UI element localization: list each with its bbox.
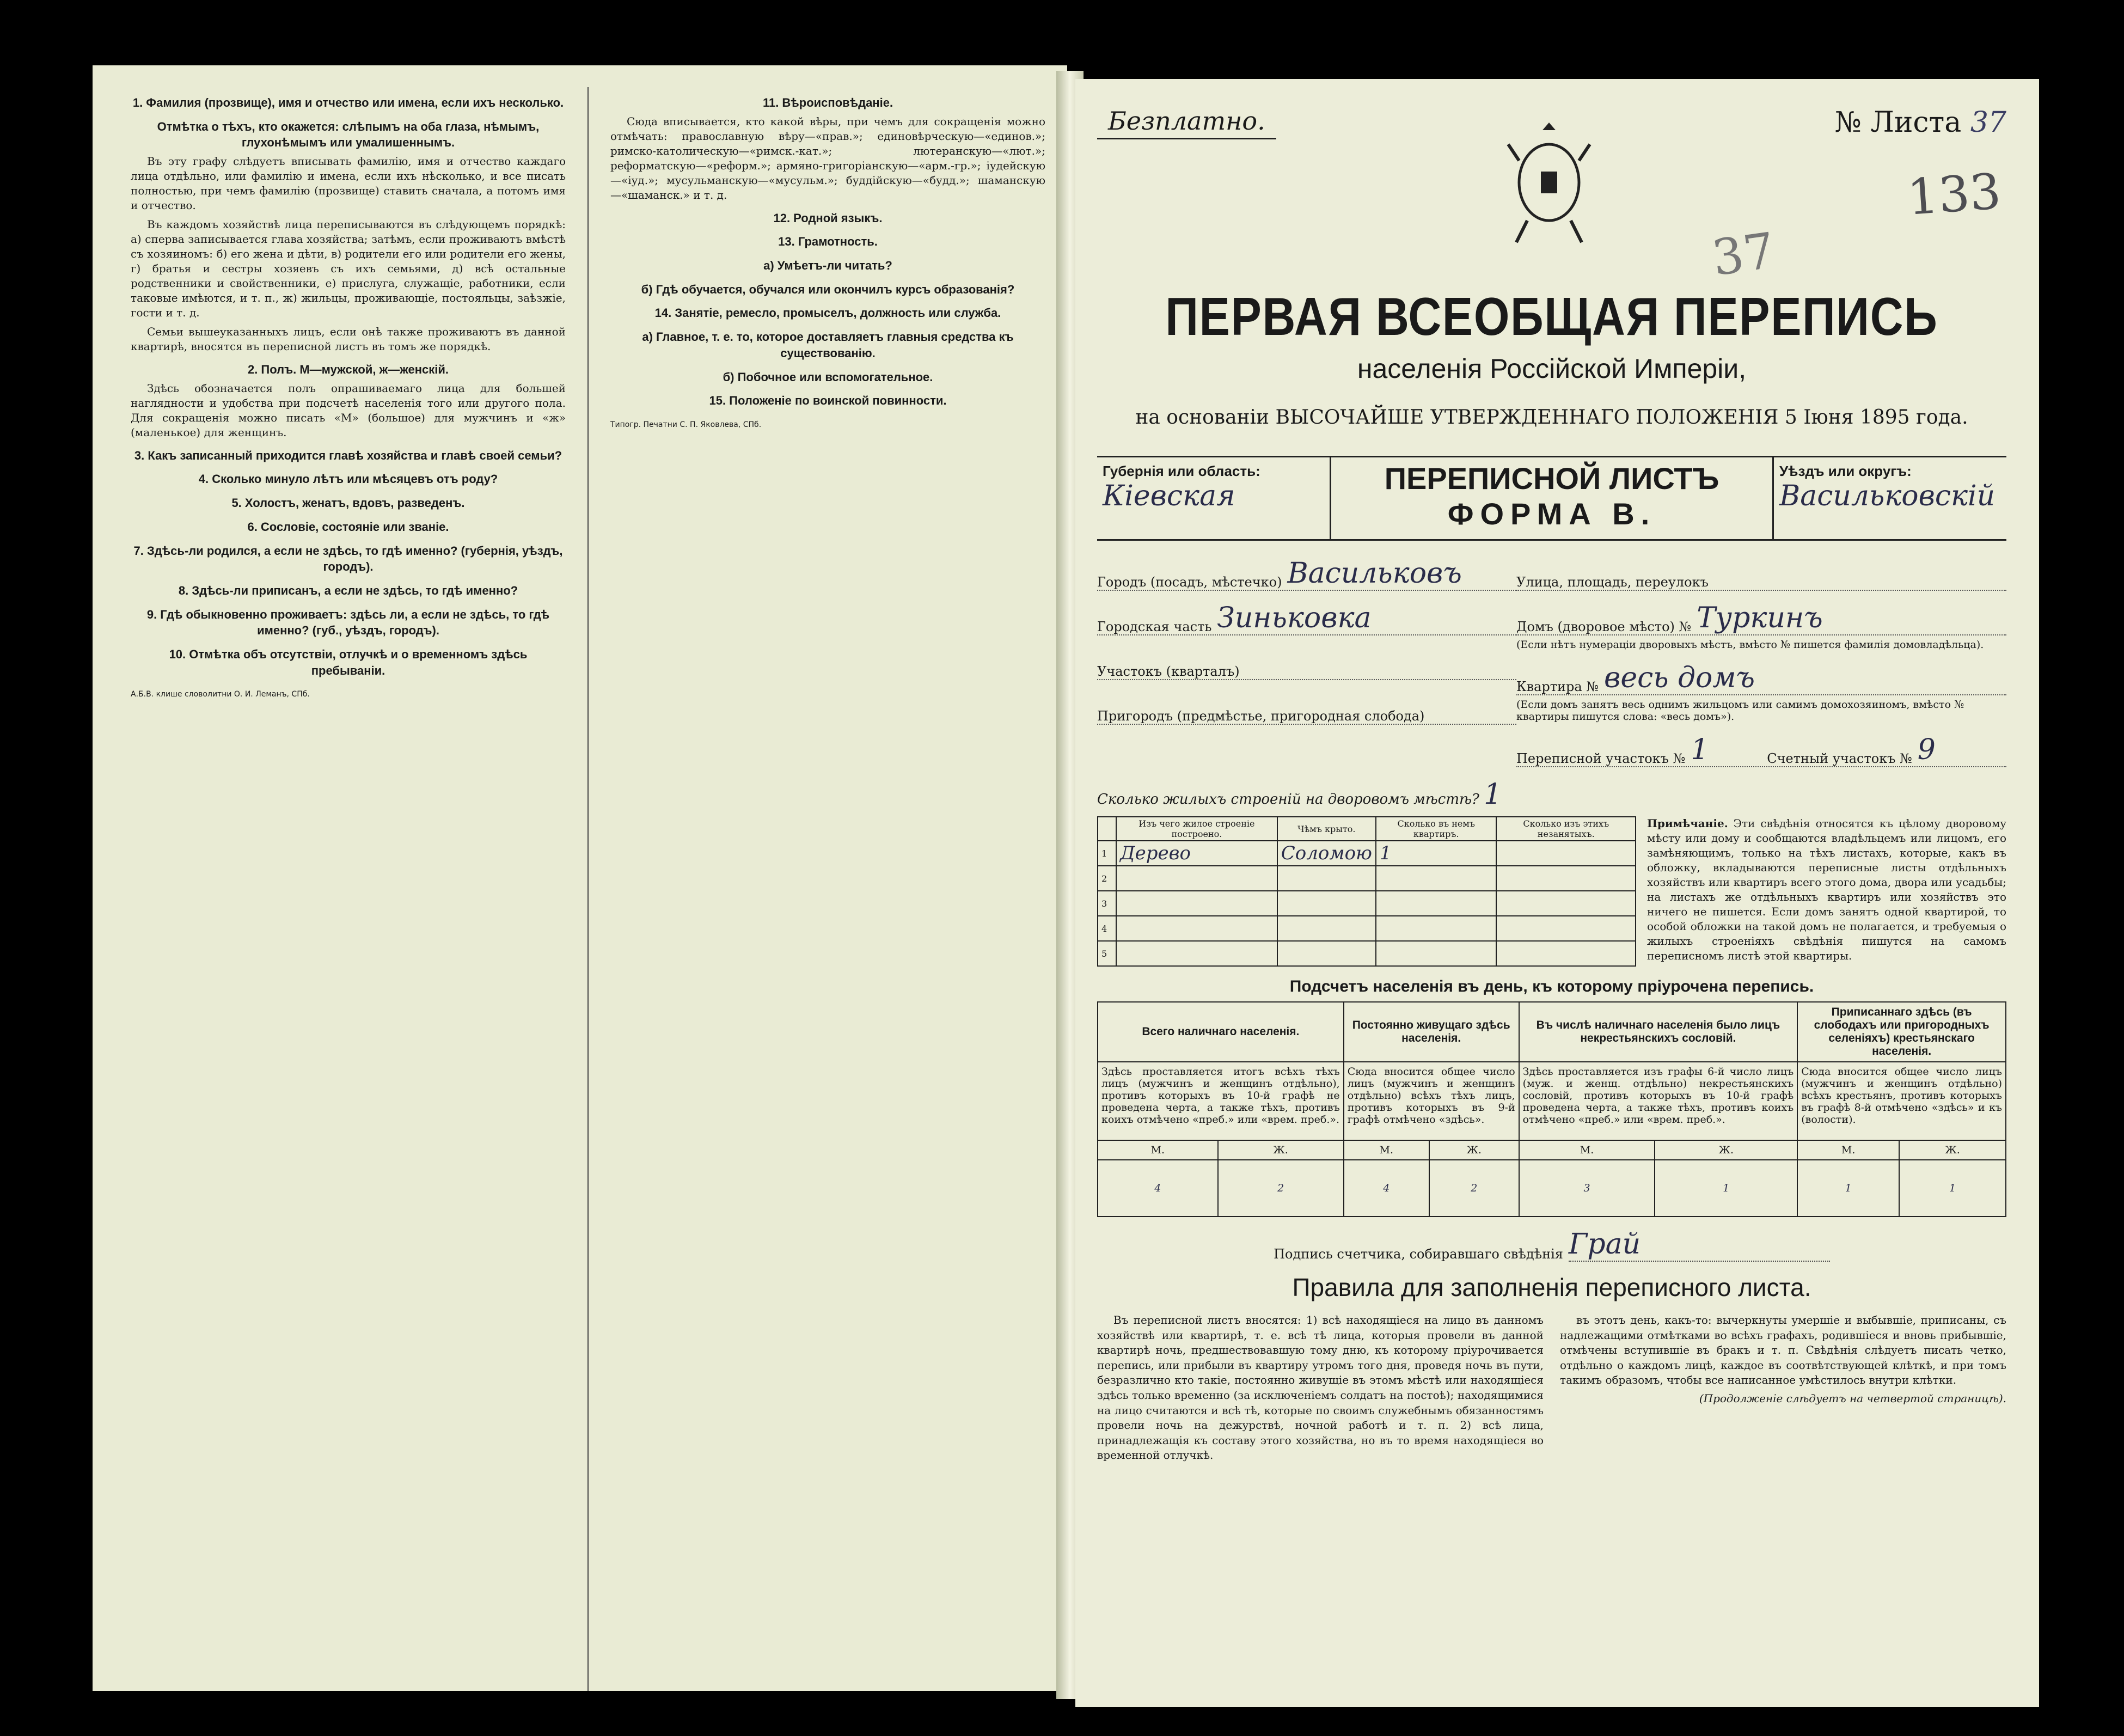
bt-header: Сколько въ немъ квартиръ. [1376,817,1496,841]
bt-cell-empty [1496,916,1636,941]
schetny-label: Счетный участокъ № [1767,751,1912,766]
population-count: 1 [1797,1160,1899,1217]
paragraph: Здѣсь обозначается полъ опрашиваемаго лица для большей наглядности и удобства при подсчетѣ населенія того или другого пола. Для сокращенія можно писать «М» (большое) для мужчинъ и «ж» (маленькое) для женщинъ. [131,381,566,439]
sex-column-label: Ж. [1429,1140,1519,1160]
right-page [1075,79,2039,1707]
bt-cell-material [1116,916,1277,941]
section-heading: 3. Какъ записанный приходится главѣ хозяйства и главѣ своей семьи? [134,448,562,462]
section-heading: б) Побочное или вспомогательное. [723,370,933,384]
section-heading: а) Главное, т. е. то, которое доставляетъ главныя средства къ существованію. [642,330,1014,360]
kvartira-label: Квартира № [1516,679,1599,694]
ulitsa-label: Улица, площадь, переулокъ [1516,574,1709,590]
section-heading: 15. Положеніе по воинской повинности. [709,394,947,408]
buildings-section [1097,816,2006,967]
table-row [1098,891,1636,916]
section-heading: 14. Занятіе, ремесло, промыселъ, должность или служба. [654,306,1001,320]
form-title: ПЕРЕПИСНОЙ ЛИСТЪ [1384,461,1719,496]
section-heading: 6. Сословіе, состояніе или званіе. [247,519,449,534]
bt-cell-roof: Соломою [1277,841,1376,866]
instructions-column-2 [610,87,1045,1691]
table-row [1098,866,1636,891]
kvartira-value: весь домъ [1604,662,1755,694]
perepisnoy-value: 1 [1691,733,1709,766]
sheet-number-label: № Листа [1834,106,1962,139]
section-heading: 9. Гдѣ обыкновенно проживаетъ: здѣсь ли, а если не здѣсь, то гдѣ именно? (губ., уѣздъ, городъ). [146,607,550,638]
page-subtitle: населенія Россійской Имперіи, [1357,353,1747,384]
population-table [1097,1001,2006,1217]
schetny-value: 9 [1917,733,1936,766]
bt-cell-n: 1 [1098,841,1116,866]
paragraph: Сюда вписывается, кто какой вѣры, при чемъ для сокращенія можно отмѣчать: православную вѣру—«прав.»; единовѣрческую—«единов.»; римско-католическую—«римск.-кат.»; лютеранскую—«лют.»; реформатскую—«реформ.»; армяно-григоріанскую—«арм.-гр.»; іудейскую—«іуд.»; мусульманскую—«мусульм.»; буддійскую—«будд.»; шаманскую—«шаманск.» и т. д. [610,114,1045,201]
paragraph: Семьи вышеуказанныхъ лицъ, если онѣ также проживаютъ въ данной квартирѣ, вносятся въ переписной листъ въ томъ же порядкѣ. [131,325,566,353]
double-headed-eagle-icon [1505,112,1593,253]
buildings-table [1097,816,1636,967]
guberniya-box [1097,457,1331,539]
bt-cell-apts: 1 [1376,841,1496,866]
pencil-mark: 37 [1709,222,1779,288]
form-type: ФОРМА В. [1447,497,1656,531]
signature-row [1097,1228,2006,1262]
bt-header: Чѣмъ крыто. [1277,817,1376,841]
bt-cell-n: 2 [1098,866,1116,891]
population-title: Подсчетъ населенія въ день, къ которому пріурочена перепись. [1289,977,1814,995]
pop-desc: Здѣсь проставляется изъ графы 6-й число лицъ (муж. и женщ. отдѣльно) некрестьянскихъ сословій, противъ которыхъ въ 10-й графѣ проведена черта, а также тѣхъ, противъ коихъ отмѣчено «преб.» или «врем. преб.». [1519,1062,1798,1140]
printer-footer: А.Б.В. клише словолитни О. И. Леманъ, СПб. [131,690,310,699]
ulitsa-field [1516,552,2006,591]
rules-paragraph: въ этотъ день, какъ-то: вычеркнуты умершіе и выбывшіе, приписаны, съ надлежащими отмѣтками во всѣхъ графахъ, родившіеся и вновь прибывшіе, отмѣчены вступившіе въ бракъ и т. п. Свѣдѣнія слѣдуетъ писать четко, отдѣльно о каждомъ лицѣ, каждое въ соотвѣтствующей клѣткѣ, и при томъ такимъ образомъ, чтобы все написанное умѣстилось внутри клѣтки. [1560,1313,2006,1387]
chast-value: Зиньковка [1217,602,1372,634]
section-heading: 10. Отмѣтка объ отсутствіи, отлучкѣ и о временномъ здѣсь пребываніи. [169,647,528,677]
guberniya-value: Кіевская [1103,480,1235,512]
uezd-box [1772,457,2006,539]
prigorod-field [1097,686,1516,725]
table-row [1098,916,1636,941]
sex-column-label: Ж. [1899,1140,2006,1160]
address-section [1097,552,2006,773]
sex-column-label: М. [1797,1140,1899,1160]
paragraph: Въ каждомъ хозяйствѣ лица переписываются въ слѣдующемъ порядкѣ: а) сперва записывается глава хозяйства; затѣмъ, если проживаютъ вмѣстѣ съ хозяиномъ: б) его жена и дѣти, в) родители его или родители его жены, г) братья и сестры хозяевъ съ ихъ семьями, д) всѣ остальные родственники и свойственники, е) прислуга, служащіе, работники, если таковые имѣются, и т. п., ж) жильцы, проживающіе, постояльцы, заѣзжіе, гости и т. д. [131,218,566,320]
dom-field [1516,596,2006,635]
chast-field [1097,596,1516,635]
bt-cell-apts [1376,916,1496,941]
note-text: Эти свѣдѣнія относятся къ цѣлому дворовому мѣсту или дому и сообщаются владѣльцемъ или лицомъ, его замѣняющимъ, только на тѣхъ листахъ, которые, какъ въ обложку, вкладываются переписные листы отдѣльныхъ хозяйствъ или квартиръ всего этого дома, двора или усадьбы; на листахъ же отдѣльныхъ квартиръ или хозяйствъ это ничего не пишется. Если домъ занятъ одной квартирой, то особой обложки на такой домъ не полагается, и требуемыя о жилыхъ строеніяхъ свѣдѣнія пишутся на самомъ переписномъ листѣ этой квартиры. [1647,817,2007,962]
column-divider [587,87,589,1691]
buildings-note [1647,816,2006,967]
section-heading: Отмѣтка о тѣхъ, кто окажется: слѣпымъ на оба глаза, нѣмымъ, глухонѣмымъ или умалишеннымъ. [157,119,540,150]
section-heading: 2. Полъ. М—мужской, ж—женскій. [247,363,449,377]
population-count: 1 [1655,1160,1797,1217]
uezd-value: Васильковскій [1779,480,1996,512]
stroeniy-question [1097,778,2006,811]
population-count: 1 [1899,1160,2006,1217]
section-heading: 1. Фамилия (прозвище), имя и отчество или имена, если ихъ несколько. [132,96,564,109]
section-heading: 4. Сколько минуло лѣтъ или мѣсяцевъ отъ роду? [198,472,498,486]
sex-column-label: Ж. [1218,1140,1344,1160]
population-count: 3 [1519,1160,1655,1217]
page-title: ПЕРВАЯ ВСЕОБЩАЯ ПЕРЕПИСЬ [1165,286,1938,346]
bt-cell-empty [1496,941,1636,966]
printer-footer: Типогр. Печатни С. П. Яковлева, СПб. [610,420,762,429]
perepisnoy-label: Переписной участокъ № [1516,751,1686,766]
sheet-number [1835,106,2006,139]
pop-header: Въ числѣ наличнаго населенія было лицъ некрестьянскихъ сословій. [1519,1002,1798,1062]
bt-cell-n: 3 [1098,891,1116,916]
rules-title: Правила для заполненія переписного листа. [1292,1273,1811,1301]
free-label: Безплатно. [1097,101,1276,139]
pop-header: Всего наличнаго населенія. [1098,1002,1344,1062]
gorod-label: Городъ (посадъ, мѣстечко) [1097,574,1282,590]
dom-label: Домъ (дворовое мѣсто) № [1516,619,1692,634]
sex-column-label: М. [1519,1140,1655,1160]
bt-cell-apts [1376,866,1496,891]
dom-value: Туркинъ [1697,602,1823,634]
bt-cell-material [1116,866,1277,891]
bt-cell-material [1116,891,1277,916]
section-heading: б) Гдѣ обучается, обучался или окончилъ курсъ образованія? [641,282,1015,296]
paragraph: Въ эту графу слѣдуетъ вписывать фамилію, имя и отчество каждаго лица отдѣльно, или фамилію и имена, если ихъ нѣсколько, и все писать полностью, при чемъ фамилію (прозвище) ставить сначала, а потомъ имя и отчество. [131,155,566,212]
bt-header: Изъ чего жилое строеніе построено. [1116,817,1277,841]
section-heading: 7. Здѣсь-ли родился, а если не здѣсь, то гдѣ именно? (губернія, уѣздъ, городъ). [133,543,563,574]
dom-note: (Если нѣтъ нумераціи дворовыхъ мѣстъ, вмѣсто № пишется фамилія домовладѣльца). [1516,639,1984,651]
prigorod-label: Пригородъ (предмѣстье, пригородная слобода) [1097,708,1425,724]
guberniya-label: Губернія или область: [1103,463,1260,479]
population-count: 2 [1218,1160,1344,1217]
bt-cell-n: 5 [1098,941,1116,966]
chast-label: Городская часть [1097,619,1212,634]
continued-note: (Продолженіе слѣдуетъ на четвертой страницѣ). [1699,1391,2006,1405]
signature-label: Подпись счетчика, собиравшаго свѣдѣнія [1274,1246,1563,1262]
bt-cell-roof [1277,941,1376,966]
kvartira-field [1516,656,2006,695]
stroeniy-label: Сколько жилыхъ строеній на дворовомъ мѣстѣ? [1097,791,1479,808]
population-count: 4 [1344,1160,1429,1217]
bt-cell-material: Дерево [1116,841,1277,866]
bt-cell-apts [1376,891,1496,916]
population-count: 4 [1098,1160,1218,1217]
uchastok-field [1097,641,1516,680]
pop-header: Постоянно живущаго здѣсь населенія. [1344,1002,1519,1062]
left-page [93,65,1067,1691]
kvartira-note: (Если домъ занятъ весь однимъ жильцомъ или самимъ домохозяиномъ, вмѣсто № квартиры пишутся слова: «весь домъ»). [1516,699,1964,723]
pop-desc: Сюда вносится общее число лицъ (мужчинъ и женщинъ отдѣльно) всѣхъ тѣхъ лицъ, противъ которыхъ въ 9-й графѣ отмѣчено «здѣсь». [1344,1062,1519,1140]
form-header-row [1097,456,2006,541]
bt-header: Сколько изъ этихъ незанятыхъ. [1496,817,1636,841]
section-heading: 8. Здѣсь-ли приписанъ, а если не здѣсь, то гдѣ именно? [178,583,518,597]
uezd-label: Уѣздъ или округъ: [1779,463,1912,479]
bt-cell-n: 4 [1098,916,1116,941]
pop-desc: Сюда вносится общее число лицъ (мужчинъ и женщинъ отдѣльно) всѣхъ крестьянъ, противъ которыхъ въ графѣ 8-й отмѣчено «здѣсь» и къ (волости). [1797,1062,2006,1140]
section-heading: 11. Вѣроисповѣданіе. [762,96,893,109]
sex-column-label: М. [1344,1140,1429,1160]
bt-cell-empty [1496,891,1636,916]
uchastok-label: Участокъ (кварталъ) [1097,664,1240,679]
instructions-column-1 [131,87,566,1691]
gorod-field [1097,552,1516,591]
sex-column-label: Ж. [1655,1140,1797,1160]
section-heading: а) Умѣетъ-ли читать? [763,259,892,273]
page-subtitle-decree: на основаніи ВЫСОЧАЙШЕ УТВЕРЖДЕННАГО ПОЛОЖЕНІЯ 5 Іюня 1895 года. [1135,406,1968,429]
bt-cell-roof [1277,916,1376,941]
section-heading: 13. Грамотность. [778,235,878,249]
sheet-number-value: 37 [1970,106,2006,139]
sex-column-label: М. [1098,1140,1218,1160]
bt-cell-empty [1496,866,1636,891]
pop-header: Приписаннаго здѣсь (въ слободахъ или пригородныхъ селеніяхъ) крестьянскаго населенія. [1797,1002,2006,1062]
rules-paragraph: Въ переписной листъ вносятся: 1) всѣ находящіеся на лицо въ данномъ хозяйствѣ или квартирѣ, т. е. всѣ тѣ лица, которыя провели въ данной квартирѣ ночь, предшествовавшую тому дню, къ которому пріурочивается перепись, или прибыли въ квартиру утромъ того дня, проведя ночь въ пути, безразлично кто такіе, постоянно живущіе въ этомъ мѣстѣ или находящіеся здѣсь только временно (за исключеніемъ солдатъ на постоѣ); находящимися на лицо считаются и всѣ тѣ, которые по своимъ служебнымъ обязанностямъ провели ночь на дежурствѣ, ночной работѣ и т. п. 2) всѣ лица, принадлежащія къ составу этого хозяйства, но въ то время находящіеся во временной отлучкѣ. [1097,1313,1544,1462]
table-row [1098,841,1636,866]
signature-value: Грай [1569,1228,1830,1262]
bt-cell-roof [1277,891,1376,916]
note-head: Примѣчаніе. [1647,817,1728,830]
bt-cell-apts [1376,941,1496,966]
rules-section [1097,1313,2006,1466]
bt-cell-material [1116,941,1277,966]
gorod-value: Васильковъ [1287,557,1462,590]
bt-cell-empty [1496,841,1636,866]
form-title-box [1331,457,1772,539]
section-heading: 12. Родной языкъ. [773,211,883,225]
stroeniy-value: 1 [1484,778,1502,811]
population-count: 2 [1429,1160,1519,1217]
uchastki-field [1516,728,2006,767]
pop-desc: Здѣсь проставляется итогъ всѣхъ тѣхъ лицъ (мужчинъ и женщинъ отдѣльно), противъ которыхъ въ 10-й графѣ не проведена черта, а также тѣхъ, противъ коихъ отмѣчено «преб.» или «врем. преб.». [1098,1062,1344,1140]
archive-number: 133 [1905,163,2003,227]
bt-cell-roof [1277,866,1376,891]
table-row [1098,941,1636,966]
section-heading: 5. Холостъ, женатъ, вдовъ, разведенъ. [231,496,465,510]
